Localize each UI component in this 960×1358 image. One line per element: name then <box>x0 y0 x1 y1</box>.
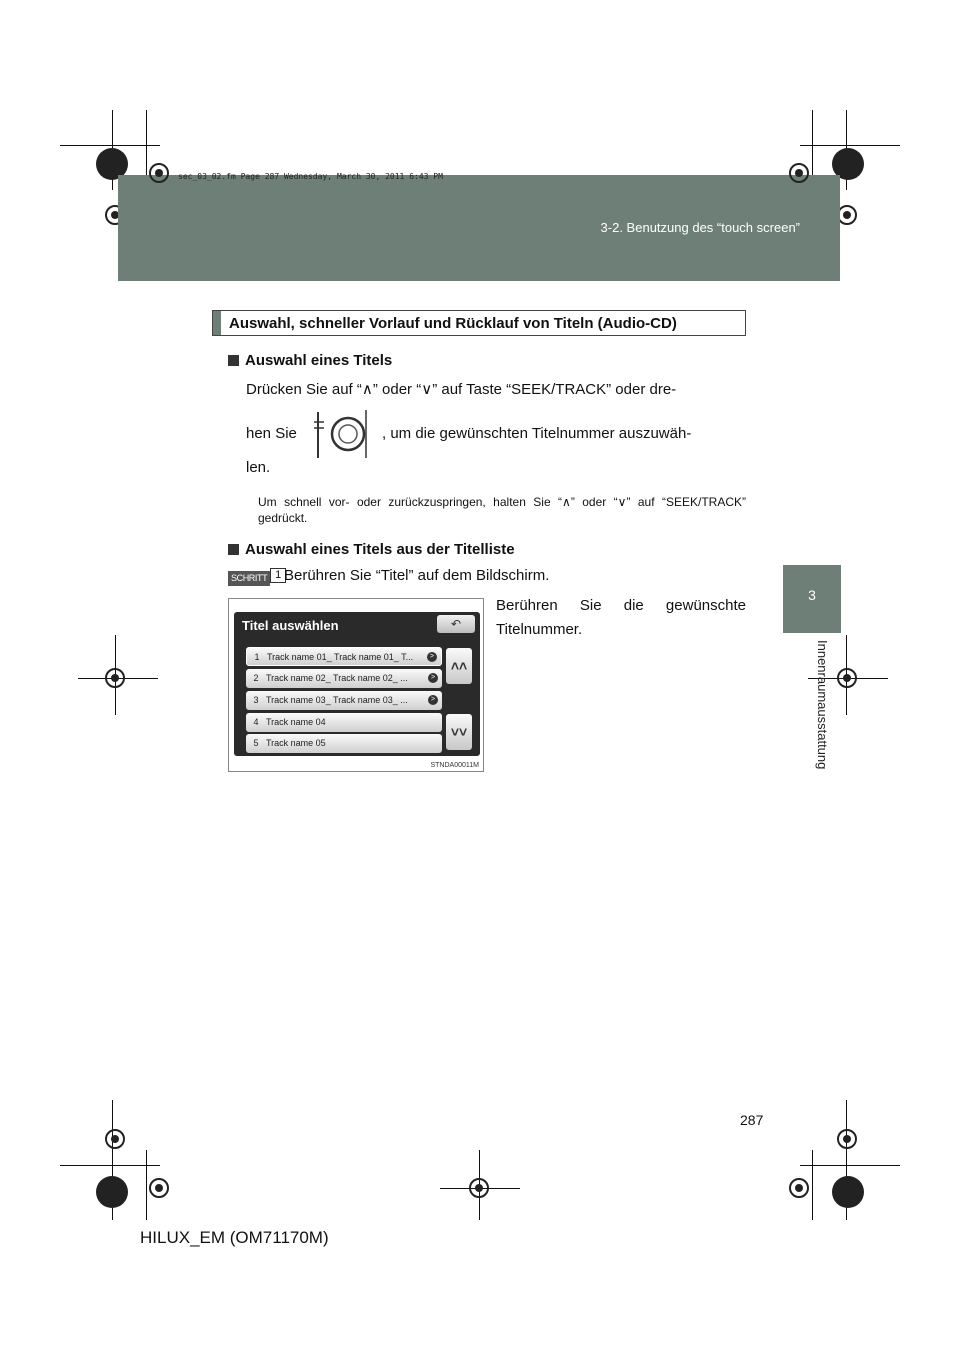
instruction-line-3: len. <box>246 459 271 476</box>
section-header-title: 3-2. Benutzung des “touch screen” <box>600 220 800 235</box>
crosshair-icon <box>144 1173 174 1203</box>
tune-dial-icon <box>310 408 372 462</box>
chevron-right-icon: > <box>428 673 438 683</box>
screen-illustration <box>228 598 484 772</box>
track-name: Track name 01_ Track name 01_ T... <box>267 652 414 662</box>
document-footer: HILUX_EM (OM71170M) <box>140 1228 329 1247</box>
bullet-square-icon <box>228 355 239 366</box>
step-number: 1 <box>270 568 286 583</box>
chevron-right-icon: > <box>428 695 438 705</box>
scroll-up-button[interactable]: ˄˄ <box>446 648 472 684</box>
track-number: 4 <box>253 717 259 727</box>
track-name: Track name 03_ Track name 03_ ... <box>266 695 408 705</box>
track-name: Track name 04 <box>266 717 326 727</box>
scroll-down-button[interactable]: ˅˅ <box>446 714 472 750</box>
subsection-title <box>228 352 392 369</box>
registration-mark-icon <box>92 1172 132 1212</box>
crosshair-icon <box>784 158 814 188</box>
back-button[interactable]: ↶ <box>437 615 475 633</box>
heading-accent-bar <box>213 311 221 335</box>
crop-mark <box>60 1165 160 1166</box>
crosshair-icon <box>144 158 174 188</box>
step-1-badge <box>228 568 286 586</box>
touch-screen <box>234 612 480 756</box>
track-item[interactable] <box>246 734 442 753</box>
chevron-right-icon: > <box>427 652 437 662</box>
crosshair-icon <box>784 1173 814 1203</box>
step-1-text: Berühren Sie “Titel” auf dem Bildschirm. <box>284 567 550 584</box>
screen-title: Titel auswählen <box>242 618 339 633</box>
crosshair-icon <box>832 663 862 693</box>
crosshair-icon <box>832 1124 862 1154</box>
track-item[interactable] <box>246 691 442 710</box>
subsection-title <box>228 541 515 558</box>
crop-mark <box>800 1165 900 1166</box>
crosshair-icon <box>464 1173 494 1203</box>
instruction-line-2-left: hen Sie <box>246 425 297 442</box>
bullet-square-icon <box>228 544 239 555</box>
topic-heading: Auswahl, schneller Vorlauf und Rücklauf von Titeln (Audio-CD) <box>229 315 677 332</box>
track-item[interactable] <box>246 713 442 732</box>
crosshair-icon <box>100 663 130 693</box>
chapter-vertical-label: Innenraumausstattung <box>815 640 830 770</box>
chapter-number: 3 <box>808 587 816 603</box>
page-number: 287 <box>740 1112 764 1128</box>
registration-mark-icon <box>828 1172 868 1212</box>
file-info-line: sec_03_02.fm Page 287 Wednesday, March 30, 2011 6:43 PM <box>178 172 443 181</box>
subsection-title-text: Auswahl eines Titels <box>245 352 393 369</box>
track-number: 3 <box>253 695 259 705</box>
track-number: 1 <box>254 652 260 662</box>
track-number: 5 <box>253 738 259 748</box>
subsection-title-text: Auswahl eines Titels aus der Titelliste <box>245 541 515 558</box>
instruction-line-2-right: , um die gewünschten Titelnummer auszuwäh- <box>382 425 692 442</box>
instruction-line-1: Drücken Sie auf “∧” oder “∨” auf Taste “SEEK/TRACK” oder dre- <box>246 381 677 398</box>
chapter-tab <box>783 565 841 633</box>
topic-heading-box <box>212 310 746 336</box>
track-name: Track name 02_ Track name 02_ ... <box>266 673 408 683</box>
track-number: 2 <box>253 673 259 683</box>
step-label: SCHRITT <box>228 571 270 586</box>
step-2-text: Berühren Sie die gewünschte Titelnummer. <box>496 597 746 638</box>
track-name: Track name 05 <box>266 738 326 748</box>
track-item[interactable] <box>246 647 442 666</box>
crosshair-icon <box>100 1124 130 1154</box>
figure-code: STNDA00011M <box>430 762 479 769</box>
track-item[interactable] <box>246 669 442 688</box>
note-text: Um schnell vor- oder zurückzuspringen, halten Sie “∧” oder “∨” auf “SEEK/TRACK” gedrückt. <box>258 495 746 525</box>
